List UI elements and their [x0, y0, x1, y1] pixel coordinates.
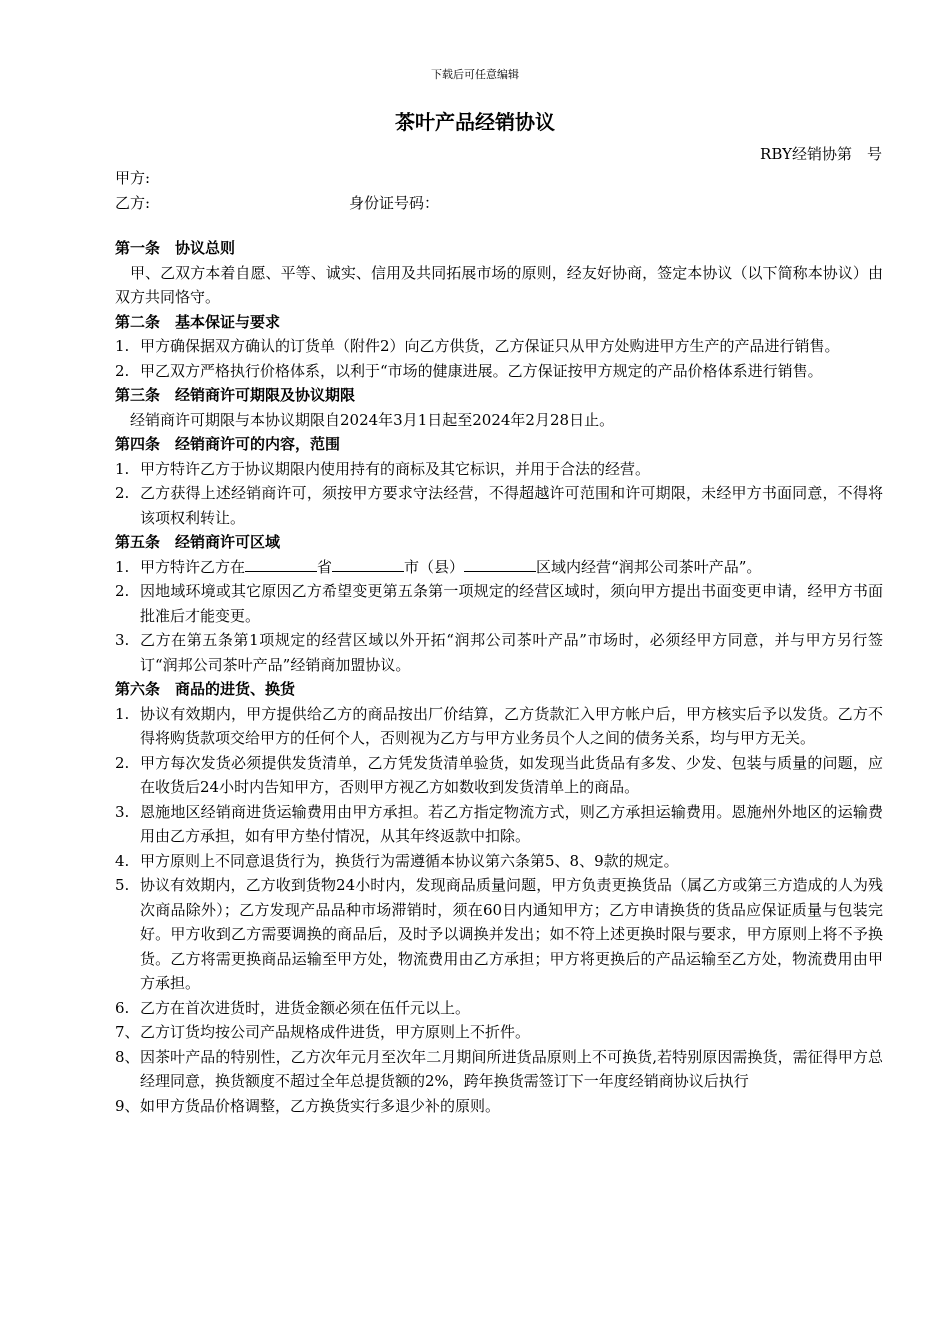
list-item	[115, 873, 883, 996]
item-number: 3.	[115, 802, 130, 821]
item-text: 恩施地区经销商进货运输费用由甲方承担。若乙方指定物流方式，则乙方承担运输费用。恩施州外地区的运输费用由乙方承担，如有甲方垫付情况，从其年终返款中扣除。	[140, 802, 883, 845]
item-number: 4.	[115, 851, 130, 870]
list-item	[115, 800, 883, 849]
list-item	[115, 1094, 883, 1119]
section-4-heading: 第四条 经销商许可的内容，范围	[115, 435, 341, 453]
item-text: 甲乙双方严格执行价格体系，以利于“市场的健康进展。乙方保证按甲方规定的产品价格体系进行销售。	[140, 361, 823, 380]
item-number: 5.	[115, 876, 130, 894]
item-number: 2.	[115, 361, 130, 380]
item-number: 1.	[115, 337, 130, 355]
item-text: 协议有效期内，甲方提供给乙方的商品按出厂价结算，乙方货款汇入甲方帐户后，甲方核实后予以发货。乙方不得将购货款项交给甲方的任何个人，否则视为乙方与甲方业务员个人之间的债务关系，均与甲方无关。	[140, 704, 883, 747]
document-title: 茶叶产品经销协议	[395, 110, 555, 134]
city-blank[interactable]	[332, 555, 404, 572]
list-item	[115, 555, 883, 580]
item-text: 因地域环境或其它原因乙方希望变更第五条第一项规定的经营区域时，须向甲方提出书面变更申请，经甲方书面批准后才能变更。	[140, 582, 883, 625]
item-text: 乙方订货均按公司产品规格成件进货，甲方原则上不折件。	[140, 1023, 531, 1041]
item-number: 8、	[115, 1047, 140, 1066]
list-item	[115, 751, 883, 800]
item-text: 乙方获得上述经销商许可，须按甲方要求守法经营，不得超越许可范围和许可期限，未经甲方书面同意，不得将该项权利转让。	[140, 484, 883, 527]
item-text: 协议有效期内，乙方收到货物24小时内，发现商品质量问题，甲方负责更换货品（属乙方或第三方造成的人为残次商品除外）；乙方发现产品品种市场滞销时，须在60日内通知甲方；乙方申请换货的货品应保证质量与包装完好。甲方收到乙方需要调换的商品后，及时予以调换并发出；如不符上述更换时限与要求，甲方原则上将不予换货。乙方将需更换商品运输至甲方处，物流费用由乙方承担；甲方将更换后的产品运输至乙方处，物流费用由甲方承担。	[140, 876, 883, 992]
item-number: 1.	[115, 557, 130, 576]
item-text-part: 省	[317, 557, 333, 576]
section-3-heading: 第三条 经销商许可期限及协议期限	[115, 386, 356, 404]
list-item	[115, 849, 883, 874]
section-3-text: 经销商许可期限与本协议期限自2024年3月1日起至2024年2月28日止。	[130, 410, 615, 429]
item-text-part: 甲方特许乙方在	[140, 557, 246, 576]
item-number: 1.	[115, 704, 130, 723]
item-text: 甲方每次发货必须提供发货清单，乙方凭发货清单验货，如发现当此货品有多发、少发、包装与质量的问题，应在收货后24小时内告知甲方，否则甲方视乙方如数收到发货清单上的商品。	[140, 753, 883, 796]
list-item	[115, 1020, 883, 1045]
section-2-heading: 第二条 基本保证与要求	[115, 312, 281, 331]
item-number: 7、	[115, 1023, 140, 1041]
item-text-part: 市（县）	[404, 557, 465, 576]
item-text: 甲方原则上不同意退货行为，换货行为需遵循本协议第六条第5、8、9款的规定。	[140, 851, 679, 870]
province-blank[interactable]	[245, 555, 317, 572]
party-b-label: 乙方:	[115, 193, 151, 212]
list-item	[115, 481, 883, 530]
item-number: 2.	[115, 484, 130, 502]
item-text: 乙方在第五条第1项规定的经营区域以外开拓“润邦公司茶叶产品”市场时，必须经甲方同意，并与甲方另行签订“润邦公司茶叶产品”经销商加盟协议。	[140, 631, 883, 674]
list-item	[115, 359, 883, 384]
party-a-label: 甲方:	[115, 169, 151, 187]
region-blank[interactable]	[464, 555, 536, 572]
item-text: 如甲方货品价格调整，乙方换货实行多退少补的原则。	[140, 1096, 501, 1115]
item-number: 9、	[115, 1096, 140, 1115]
document-body	[115, 166, 883, 1118]
list-item	[115, 702, 883, 751]
item-number: 6.	[115, 998, 130, 1017]
item-number: 3.	[115, 631, 130, 649]
party-b-line	[115, 191, 883, 216]
list-item	[115, 1045, 883, 1094]
item-text: 因茶叶产品的特别性，乙方次年元月至次年二月期间所进货品原则上不可换货,若特别原因需换货，需征得甲方总经理同意，换货额度不超过全年总提货额的2%，跨年换货需签订下一年度经销商协议后执行	[140, 1047, 883, 1090]
item-number: 2.	[115, 753, 130, 772]
party-a-line	[115, 166, 883, 191]
item-number: 1.	[115, 459, 130, 478]
item-text-part: 区域内经营“润邦公司茶叶产品”。	[536, 557, 762, 576]
section-1-heading: 第一条 协议总则	[115, 239, 236, 257]
list-item	[115, 996, 883, 1021]
document-number: RBY经销协第 号	[760, 145, 882, 163]
list-item	[115, 628, 883, 677]
list-item	[115, 579, 883, 628]
list-item	[115, 334, 883, 359]
section-1-text: 甲、乙双方本着自愿、平等、诚实、信用及共同拓展市场的原则，经友好协商，签定本协议（以下简称本协议）由双方共同恪守。	[115, 263, 883, 306]
item-text: 乙方在首次进货时，进货金额必须在伍仟元以上。	[140, 998, 471, 1017]
item-number: 2.	[115, 582, 130, 600]
item-text: 甲方确保据双方确认的订货单（附件2）向乙方供货，乙方保证只从甲方处购进甲方生产的产品进行销售。	[140, 337, 840, 355]
header-note: 下载后可任意编辑	[431, 68, 519, 81]
id-number-label: 身份证号码：	[349, 193, 440, 212]
list-item	[115, 457, 883, 482]
item-text: 甲方特许乙方于协议期限内使用持有的商标及其它标识，并用于合法的经营。	[140, 459, 651, 478]
section-5-heading: 第五条 经销商许可区域	[115, 533, 281, 551]
section-6-heading: 第六条 商品的进货、换货	[115, 680, 296, 698]
